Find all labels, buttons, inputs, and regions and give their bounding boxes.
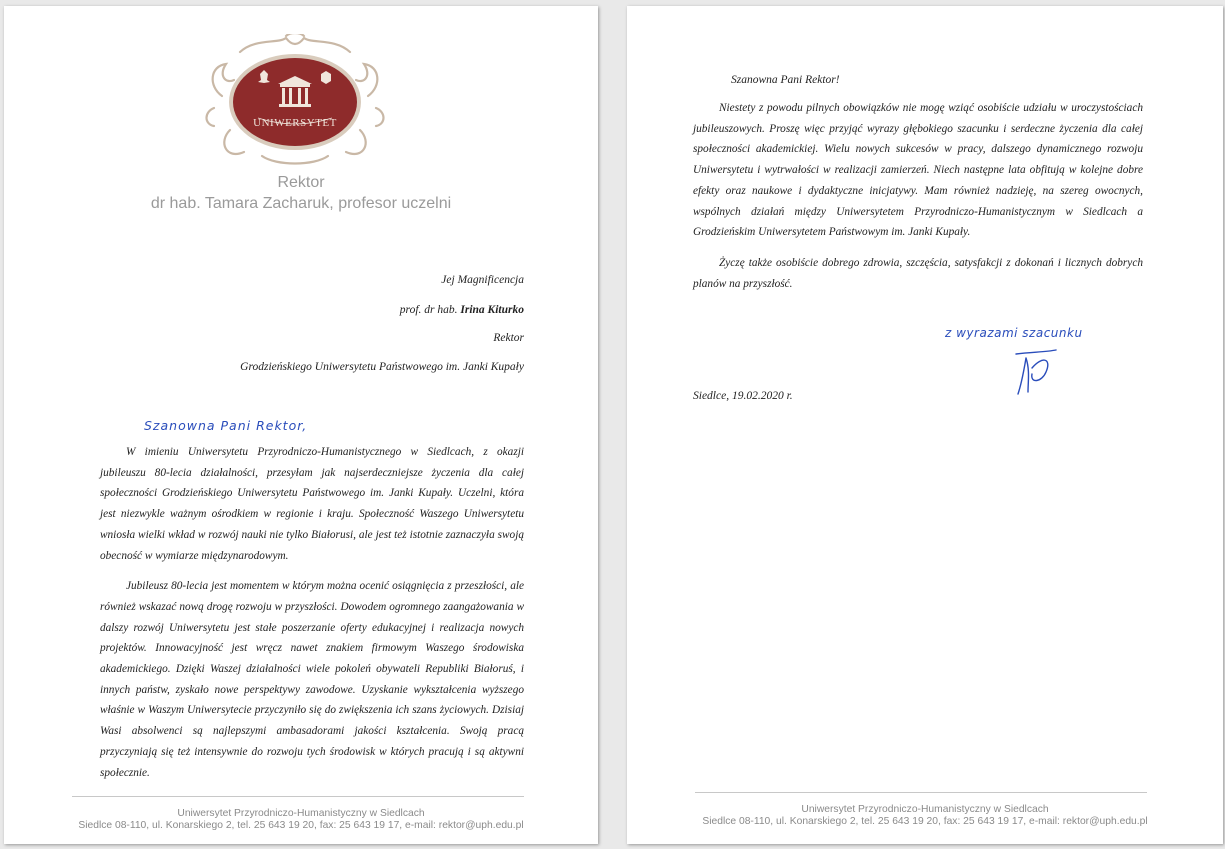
letter-page-2 [627,6,1223,844]
svg-text:UNIWERSYTET: UNIWERSYTET [253,117,337,129]
footer-divider [72,796,524,797]
footer-university: Uniwersytet Przyrodniczo-Humanistyczny w Siedlcach [801,804,1049,815]
university-crest-logo [200,34,390,169]
handwritten-salutation: Szanowna Pani Rektor, [144,418,308,433]
paragraph: Życzę także osobiście dobrego zdrowia, szczęścia, satysfakcji z dokonań i licznych dobrych planów na przyszłość. [693,256,1143,290]
letter-date: Siedlce, 19.02.2020 r. [693,390,793,402]
paragraph: W imieniu Uniwersytetu Przyrodniczo-Humanistycznego w Siedlcach, z okazji jubileuszu 80-lecia działalności, przesyłam jak najserdeczniejsze życzenia dla całej społeczności Grodzieńskiego Uniwersytetu Państwowego im. Janki Kupały. Uczelni, która jest niezwykle ważnym ośrodkiem w regionie i kraju. Społeczność Waszego Uniwersytetu wniosła wielki wkład w rozwój nauki nie tylko Białorusi, ale jest też istotnie zaznaczyła swoją obecność w wymiarze międzynarodowym. [100,446,524,562]
paragraph: Niestety z powodu pilnych obowiązków nie mogę wziąć osobiście udziału w uroczystościach jubileuszowych. Proszę więc przyjąć wyrazy głębokiego szacunku i serdeczne życzenia dla całej społeczności akademickiej. Wielu nowych sukcesów w pracy, dalszego dynamicznego rozwoju Uniwersytetu i wytrwałości w realizacji zamierzeń. Niech następne lata obfitują w kolejne dobre efekty oraz naukowe i dydaktyczne inicjatywy. Mam również nadzieję, na szereg owocnych, wspólnych działań między Uniwersytetem Przyrodniczo-Humanistycznym w Siedlcach a Grodzieńskim Uniwersytetem Państwowym im. Janki Kupały. [693,102,1143,239]
paragraph: Jubileusz 80-lecia jest momentem w którym można ocenić osiągnięcia z przeszłości, ale również wskazać nową drogę rozwoju w przyszłości. Dowodem ogromnego zaangażowania w dalszy rozwój Uniwersytetu jest stałe poszerzanie oferty edukacyjnej i realizacja nowych projektów. Innowacyjność jest wręcz nawet znakiem firmowym Waszego środowiska akademickiego. Dzięki Waszej działalności wiele pokoleń obywateli Republiki Białoruś, i innych państw, zyskało nowe perspektywy zawodowe. Uzyskanie wykształcenia wyższego właśnie w Waszym Uniwersytecie przyczyniło się do zwiększenia ich szans życiowych. Dzisiaj Wasi absolwenci są najlepszymi ambasadorami jakości kształcenia. Swoją pracą przyczyniają się też intensywnie do rozwoju tych środowisk w których pracują i są aktywni społecznie. [100,580,524,779]
rektor-title: Rektor [277,174,325,191]
addressee-position: Rektor [493,332,524,344]
salutation: Szanowna Pani Rektor! [731,74,840,86]
letter-page-1 [4,6,598,844]
rektor-name: dr hab. Tamara Zacharuk, profesor uczelni [150,195,452,212]
letter-body-page-2 [693,98,1143,304]
signature-icon [1012,348,1062,400]
addressee-name: prof. dr hab. Irina Kiturko [399,304,524,316]
footer-university: Uniwersytet Przyrodniczo-Humanistyczny w Siedlcach [177,808,425,819]
addressee-institution: Grodzieńskiego Uniwersytetu Państwowego im. Janki Kupały [240,361,524,373]
footer-contact: Siedlce 08-110, ul. Konarskiego 2, tel. 25 643 19 20, fax: 25 643 19 17, e-mail: rektor@uph.edu.pl [78,820,524,831]
handwritten-closing: z wyrazami szacunku [945,326,1083,340]
footer-divider [695,792,1147,793]
footer [4,808,598,832]
footer [627,804,1223,828]
addressee-honorific: Jej Magnificencja [441,274,524,286]
footer-contact: Siedlce 08-110, ul. Konarskiego 2, tel. 25 643 19 20, fax: 25 643 19 17, e-mail: rektor@uph.edu.pl [702,816,1148,827]
letter-body-page-1 [100,442,524,793]
